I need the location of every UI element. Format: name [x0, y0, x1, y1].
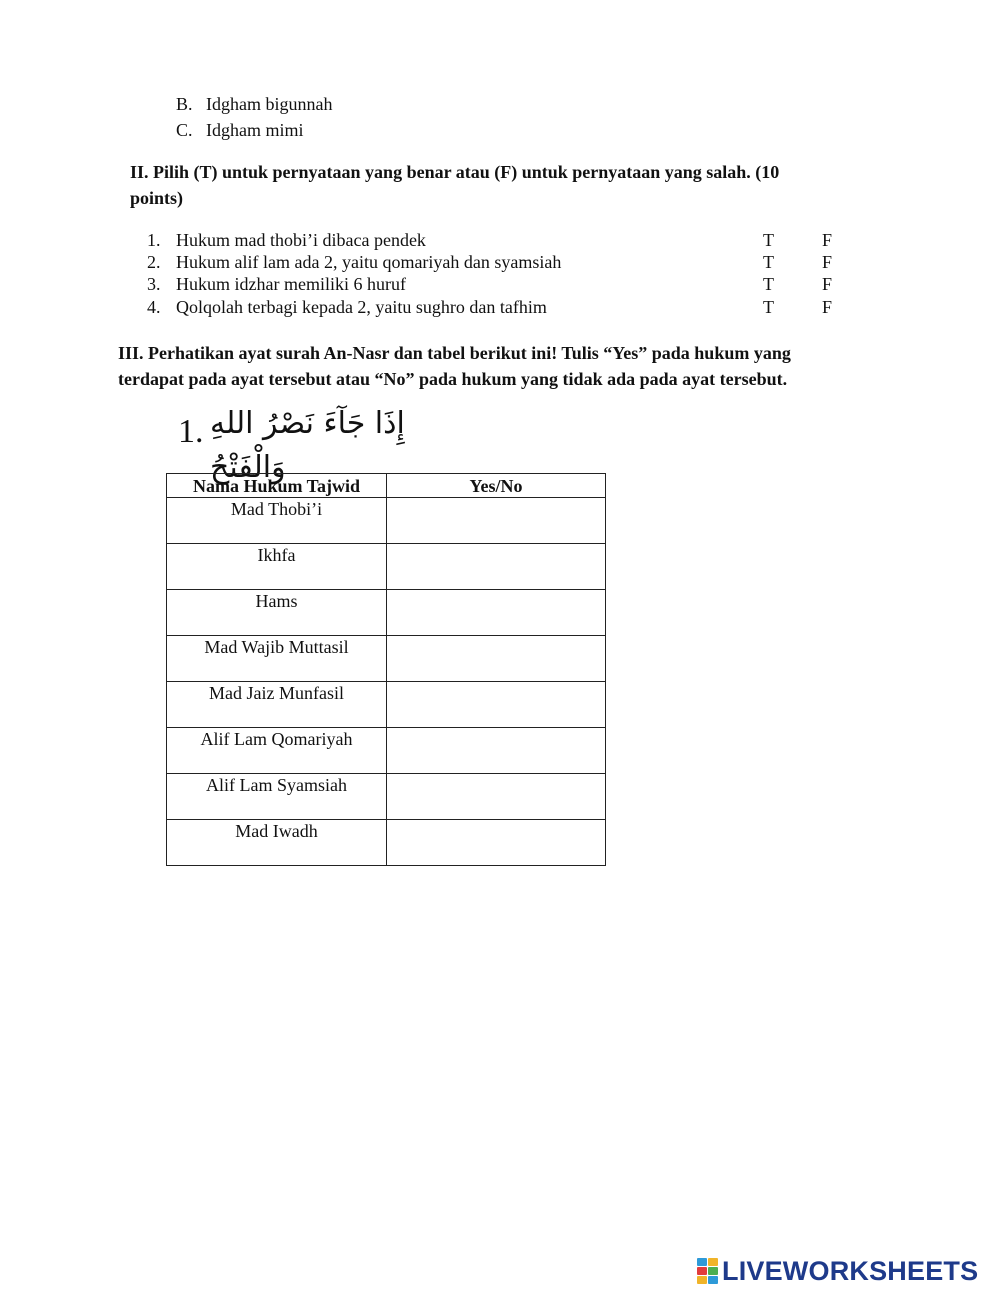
hukum-name-cell: Alif Lam Qomariyah: [167, 728, 387, 774]
tf-item-number: 3.: [147, 274, 161, 294]
answer-input-cell[interactable]: [387, 498, 606, 544]
tajwid-table: [166, 473, 606, 866]
hukum-name-cell: Mad Thobi’i: [167, 498, 387, 544]
answer-input-cell[interactable]: [387, 636, 606, 682]
tf-item-statement: Qolqolah terbagi kepada 2, yaitu sughro dan tafhim: [176, 297, 547, 317]
option-b: [176, 93, 332, 115]
hukum-name-cell: Mad Jaiz Munfasil: [167, 682, 387, 728]
tf-true-option[interactable]: T: [763, 252, 774, 272]
tf-item-number: 4.: [147, 297, 161, 317]
table-row: [167, 636, 606, 682]
section-3-heading-line2: terdapat pada ayat tersebut atau “No” pada hukum yang tidak ada pada ayat tersebut.: [118, 369, 788, 389]
tf-item-number: 1.: [147, 230, 161, 250]
hukum-name-cell: Alif Lam Syamsiah: [167, 774, 387, 820]
tf-item-statement: Hukum alif lam ada 2, yaitu qomariyah dan syamsiah: [176, 252, 562, 272]
tf-item-statement: Hukum mad thobi’i dibaca pendek: [176, 230, 426, 250]
tf-true-option[interactable]: T: [763, 297, 774, 317]
column-header-name: Nama Hukum Tajwid: [167, 474, 387, 498]
column-header-answer: Yes/No: [387, 474, 606, 498]
option-c: [176, 119, 304, 141]
section-3-heading-line1: III. Perhatikan ayat surah An-Nasr dan tabel berikut ini! Tulis “Yes” pada hukum yang: [118, 343, 791, 363]
tf-false-option[interactable]: F: [822, 297, 833, 317]
answer-input-cell[interactable]: [387, 728, 606, 774]
hukum-name-cell: Hams: [167, 590, 387, 636]
tf-item-2: [147, 251, 847, 273]
section-3-heading: [118, 340, 898, 392]
answer-input-cell[interactable]: [387, 544, 606, 590]
table-row: [167, 544, 606, 590]
hukum-name-cell: Mad Wajib Muttasil: [167, 636, 387, 682]
tf-true-option[interactable]: T: [763, 274, 774, 294]
answer-input-cell[interactable]: [387, 590, 606, 636]
logo-wordmark: LIVEWORKSHEETS: [722, 1256, 979, 1286]
option-letter: C.: [176, 120, 193, 140]
tf-item-3: [147, 273, 847, 295]
verse-arabic: إِذَا جَآءَ نَصْرُ اللهِ وَالْفَتْحُ: [210, 406, 405, 485]
answer-input-cell[interactable]: [387, 774, 606, 820]
option-text: Idgham mimi: [206, 120, 304, 140]
option-letter: B.: [176, 94, 193, 114]
answer-input-cell[interactable]: [387, 682, 606, 728]
tf-item-4: [147, 296, 847, 318]
answer-input-cell[interactable]: [387, 820, 606, 866]
table-row: [167, 498, 606, 544]
verse-number: 1.: [178, 413, 204, 450]
table-row: [167, 590, 606, 636]
section-2-heading-line1: II. Pilih (T) untuk pernyataan yang benar atau (F) untuk pernyataan yang salah. (10: [130, 162, 780, 182]
tf-item-statement: Hukum idzhar memiliki 6 huruf: [176, 274, 406, 294]
table-row: [167, 728, 606, 774]
tf-false-option[interactable]: F: [822, 252, 833, 272]
tf-item-1: [147, 229, 847, 251]
tf-true-option[interactable]: T: [763, 230, 774, 250]
table-row: [167, 820, 606, 866]
hukum-name-cell: Mad Iwadh: [167, 820, 387, 866]
table-row: [167, 774, 606, 820]
section-2-heading: [130, 159, 890, 211]
hukum-name-cell: Ikhfa: [167, 544, 387, 590]
section-2-heading-line2: points): [130, 188, 184, 208]
option-text: Idgham bigunnah: [206, 94, 333, 114]
tf-false-option[interactable]: F: [822, 230, 833, 250]
tf-false-option[interactable]: F: [822, 274, 833, 294]
tf-item-number: 2.: [147, 252, 161, 272]
liveworksheets-logo: [697, 1256, 978, 1286]
table-row: [167, 682, 606, 728]
logo-blocks-icon: [697, 1258, 719, 1284]
table-header-row: [167, 474, 606, 498]
